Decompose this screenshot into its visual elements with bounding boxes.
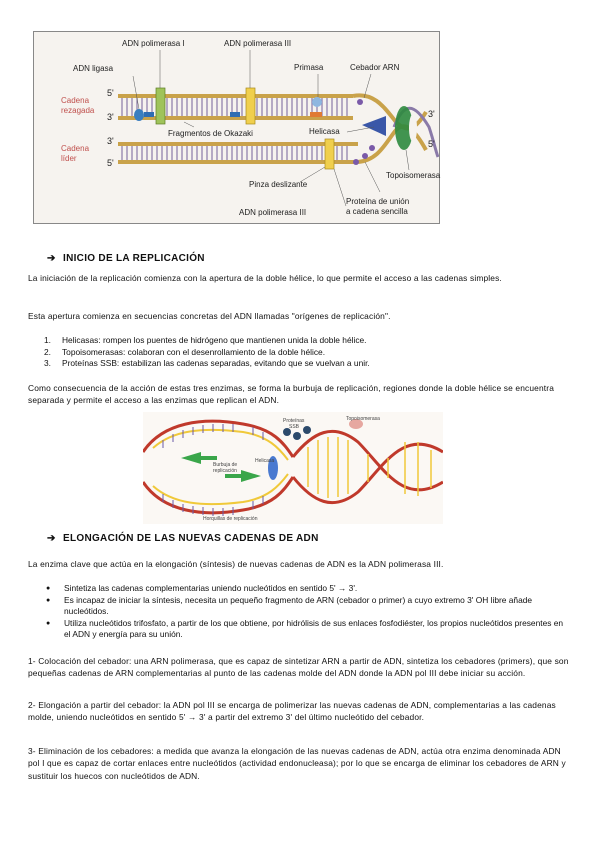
label-dna-polymerase-iii-bottom: ADN polimerasa III — [239, 208, 307, 217]
label-bubble-2: replicación — [213, 468, 237, 474]
label-ssb-2: a cadena sencilla — [346, 207, 408, 216]
label-lagging-strand-2: rezagada — [61, 106, 95, 115]
label-dna-polymerase-i: ADN polimerasa I — [122, 39, 185, 48]
paragraph: La enzima clave que actúa en la elongación (síntesis) de nuevas cadenas de ADN es la ADN polimerasa III. — [28, 559, 444, 569]
paragraph: Como consecuencia de la acción de estas tres enzimas, se forma la burbuja de replicación, regiones donde la doble hélice se encuentra separada y permite el acceso a las enzimas que replican el ADN. — [28, 383, 555, 406]
section-heading-elongation — [47, 533, 319, 544]
label-lagging-strand-1: Cadena — [61, 96, 90, 105]
paragraph: La iniciación de la replicación comienza con la apertura de la doble hélice, lo que permite el acceso a las cadenas simples. — [28, 273, 502, 283]
label-rna-primer: Cebador ARN — [350, 63, 400, 72]
label-dna-polymerase-iii-top: ADN polimerasa III — [224, 39, 292, 48]
label-5-prime-b: 5' — [428, 139, 435, 149]
replication-fork-figure — [33, 31, 440, 224]
list-item: ● Sintetiza las cadenas complementarias uniendo nucleótidos en sentido 5' → 3'. — [46, 583, 358, 593]
polymerase-bullets — [40, 583, 570, 641]
label-helicase-2: Helicasa — [255, 458, 275, 464]
section-title: ELONGACIÓN DE LAS NUEVAS CADENAS DE ADN — [63, 533, 319, 544]
label-topoisomerase: Topoisomerasa — [386, 171, 441, 180]
label-sliding-clamp: Pinza deslizante — [249, 180, 308, 189]
label-5-prime-c: 5' — [107, 158, 114, 168]
paragraph-step-3: 3- Eliminación de los cebadores: a medida que avanza la elongación de las nuevas cadenas de ADN, actúa otra enzima denominada ADN pol I que es capaz de cortar enlaces entre nucleótidos (actividad endonucleasa); por lo que se encarga de eliminar los cebadores de ARN y sustituir los huecos con nucleótidos de ADN. — [28, 746, 566, 781]
label-proteins: Proteínas — [283, 418, 305, 424]
label-helicase: Helicasa — [309, 127, 340, 136]
label-3-prime-a: 3' — [107, 112, 114, 122]
section-title: INICIO DE LA REPLICACIÓN — [63, 253, 205, 264]
replication-bubble-figure — [143, 412, 443, 524]
list-item: ● Utiliza nucleótidos trifosfato, a partir de los que obtiene, por hidrólisis de sus enlaces fosfodiéster, los propios nucleótidos presentes en el ADN y energía para su unión. — [46, 617, 564, 640]
section-heading-initiation — [47, 253, 205, 264]
arrow-icon: ➔ — [47, 253, 56, 264]
label-ssb-1: Proteína de unión — [346, 197, 410, 206]
label-leading-strand-1: Cadena — [61, 144, 90, 153]
list-item: ● Es incapaz de iniciar la síntesis, necesita un pequeño fragmento de ARN (cebador o primer) a cuyo extremo 3' OH libre añade nucleótidos. — [46, 594, 533, 617]
label-3-prime-c: 3' — [107, 136, 114, 146]
label-forks: Horquillas de replicación — [203, 516, 258, 522]
leading-strand-duplex — [118, 142, 358, 164]
list-item: 2. Topoisomerasas: colaboran con el desenrollamiento de la doble hélice. — [44, 346, 326, 357]
enzyme-list — [40, 335, 570, 370]
label-dna-ligase: ADN ligasa — [73, 64, 114, 73]
label-okazaki-fragments: Fragmentos de Okazaki — [168, 129, 253, 138]
list-item: 1. Helicasas: rompen los puentes de hidrógeno que mantienen unida la doble hélice. — [44, 335, 367, 345]
label-3-prime-b: 3' — [428, 109, 435, 119]
label-leading-strand-2: líder — [61, 154, 77, 163]
label-primase: Primasa — [294, 63, 324, 72]
paragraph-step-1: 1- Colocación del cebador: una ARN polimerasa, que es capaz de sintetizar ARN a partir de ADN, sintetiza los cebadores (primers), que son pequeñas cadenas de ARN complementarias al punto de las cadenas molde del ADN donde la ADN pol III debe iniciar su acción. — [28, 656, 569, 679]
label-ssb: SSB — [289, 424, 300, 430]
arrow-icon: ➔ — [47, 533, 56, 544]
paragraph: Esta apertura comienza en secuencias concretas del ADN llamadas "orígenes de replicación". — [28, 311, 391, 321]
list-item: 3. Proteínas SSB: estabilizan las cadenas separadas, evitando que se vuelvan a unir. — [44, 358, 370, 369]
replication-fork-diagram — [34, 32, 439, 223]
label-bubble-1: Burbuja de — [213, 462, 238, 468]
paragraph-step-2: 2- Elongación a partir del cebador: la ADN pol III se encarga de polimerizar las nuevas cadenas de ADN, complementarias a las cadenas molde, uniendo nucleótidos en sentido 5' → 3' a partir del extremo 3' del último nucleótido del cebador. — [28, 700, 556, 723]
label-topoisomerase-2: Topoisomerasa — [346, 416, 380, 422]
label-5-prime-a: 5' — [107, 88, 114, 98]
